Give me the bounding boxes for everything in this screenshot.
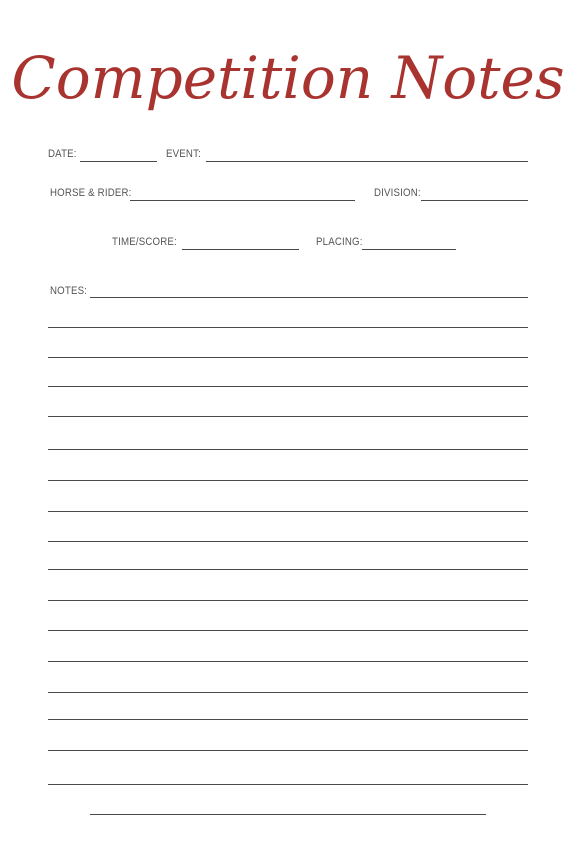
notes-line[interactable]: [48, 327, 528, 328]
placing-label: PLACING:: [316, 236, 363, 248]
date-field[interactable]: [80, 161, 157, 162]
notes-label: NOTES:: [50, 285, 88, 297]
notes-line[interactable]: [48, 719, 528, 720]
division-field[interactable]: [421, 200, 528, 201]
notes-line[interactable]: [48, 661, 528, 662]
notes-line[interactable]: [48, 386, 528, 387]
notes-line[interactable]: [48, 416, 528, 417]
date-label: DATE:: [48, 148, 77, 160]
notes-line[interactable]: [48, 600, 528, 601]
bottom-divider: [90, 814, 486, 815]
notes-line[interactable]: [90, 297, 528, 298]
notes-line[interactable]: [48, 357, 528, 358]
time-score-field[interactable]: [182, 249, 299, 250]
event-field[interactable]: [206, 161, 528, 162]
page-title: Competition Notes: [11, 44, 565, 112]
notes-line[interactable]: [48, 541, 528, 542]
notes-line[interactable]: [48, 511, 528, 512]
notes-line[interactable]: [48, 569, 528, 570]
time-score-label: TIME/SCORE:: [112, 236, 177, 248]
horse-rider-field[interactable]: [130, 200, 355, 201]
event-label: EVENT:: [166, 148, 201, 160]
notes-line[interactable]: [48, 784, 528, 785]
notes-line[interactable]: [48, 692, 528, 693]
division-label: DIVISION:: [374, 187, 421, 199]
notes-line[interactable]: [48, 750, 528, 751]
notes-line[interactable]: [48, 480, 528, 481]
notes-line[interactable]: [48, 630, 528, 631]
notes-line[interactable]: [48, 449, 528, 450]
horse-rider-label: HORSE & RIDER:: [50, 187, 132, 199]
placing-field[interactable]: [362, 249, 456, 250]
